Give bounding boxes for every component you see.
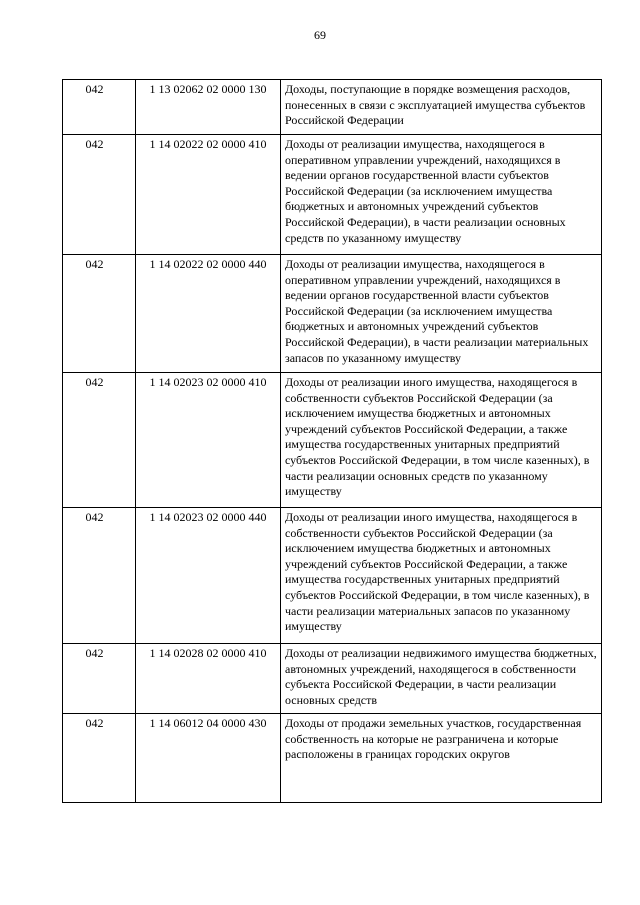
budget-code-cell: 1 14 02023 02 0000 440 [136,508,281,644]
table-row [63,80,602,135]
description-cell: Доходы от реализации иного имущества, находящегося в собственности субъектов Российской Федерации (за исключением имущества бюджетных и автономных учреждений субъектов Российской Федерации, а также имущества государственных унитарных предприятий субъектов Российской Федерации, в том числе казенных), в части реализации материальных запасов по указанному имуществу [281,508,602,644]
budget-code-cell: 1 14 02022 02 0000 440 [136,255,281,373]
admin-code-cell: 042 [63,135,136,255]
budget-code-cell: 1 14 06012 04 0000 430 [136,714,281,803]
description-cell: Доходы от реализации имущества, находящегося в оперативном управлении учреждений, находящихся в ведении органов государственной власти субъектов Российской Федерации (за исключением имущества бюджетных и автономных учреждений субъектов Российской Федерации), в части реализации материальных запасов по указанному имуществу [281,255,602,373]
budget-code-cell: 1 13 02062 02 0000 130 [136,80,281,135]
budget-code-cell: 1 14 02022 02 0000 410 [136,135,281,255]
admin-code-cell: 042 [63,255,136,373]
admin-code-cell: 042 [63,80,136,135]
revenue-codes-table [62,79,602,803]
table-row [63,373,602,508]
description-cell: Доходы от реализации иного имущества, находящегося в собственности субъектов Российской Федерации (за исключением имущества бюджетных и автономных учреждений субъектов Российской Федерации, а также имущества государственных унитарных предприятий субъектов Российской Федерации, в том числе казенных), в части реализации основных средств по указанному имуществу [281,373,602,508]
table-row [63,508,602,644]
budget-code-cell: 1 14 02028 02 0000 410 [136,644,281,714]
description-cell: Доходы от продажи земельных участков, государственная собственность на которые не разграничена и которые расположены в границах городских округов [281,714,602,803]
table-row [63,714,602,803]
description-cell: Доходы, поступающие в порядке возмещения расходов, понесенных в связи с эксплуатацией имущества субъектов Российской Федерации [281,80,602,135]
admin-code-cell: 042 [63,508,136,644]
page-number: 69 [314,28,326,42]
description-cell: Доходы от реализации недвижимого имущества бюджетных, автономных учреждений, находящегося в собственности субъекта Российской Федерации, в части реализации основных средств [281,644,602,714]
table-row [63,135,602,255]
admin-code-cell: 042 [63,373,136,508]
budget-code-cell: 1 14 02023 02 0000 410 [136,373,281,508]
table-row [63,255,602,373]
admin-code-cell: 042 [63,644,136,714]
table-row [63,644,602,714]
admin-code-cell: 042 [63,714,136,803]
description-cell: Доходы от реализации имущества, находящегося в оперативном управлении учреждений, находящихся в ведении органов государственной власти субъектов Российской Федерации (за исключением имущества бюджетных и автономных учреждений субъектов Российской Федерации), в части реализации основных средств по указанному имуществу [281,135,602,255]
